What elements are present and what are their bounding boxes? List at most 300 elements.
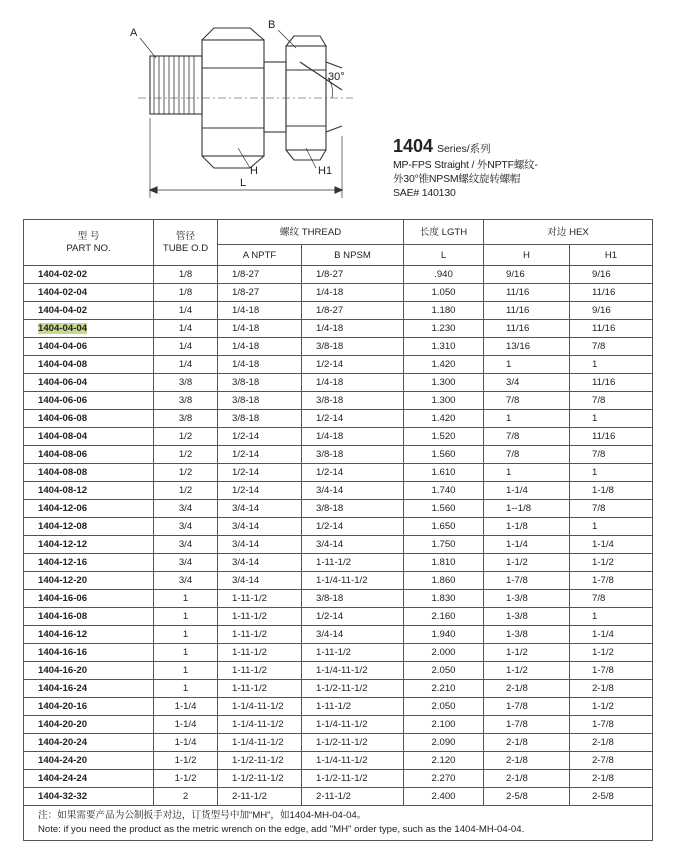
tube-od-cell: 1/4 bbox=[154, 338, 218, 356]
thread-a-cell: 1-1/4-11-1/2 bbox=[218, 716, 302, 734]
hex-h-cell: 1-1/2 bbox=[484, 644, 570, 662]
thread-b-cell: 1-1/2-11-1/2 bbox=[302, 734, 404, 752]
length-cell: 2.050 bbox=[404, 698, 484, 716]
table-row bbox=[24, 446, 653, 464]
tube-od-cell: 1/2 bbox=[154, 446, 218, 464]
thread-a-cell: 1-1/2-11-1/2 bbox=[218, 752, 302, 770]
table-row bbox=[24, 410, 653, 428]
thread-a-cell: 3/4-14 bbox=[218, 500, 302, 518]
series-desc-line1: MP-FPS Straight / 外NPTF螺纹- bbox=[393, 159, 538, 171]
tube-od-cell: 1/4 bbox=[154, 356, 218, 374]
hex-h-cell: 1-1/8 bbox=[484, 518, 570, 536]
part-number-text: 1404-08-08 bbox=[38, 467, 88, 478]
length-cell: 1.310 bbox=[404, 338, 484, 356]
part-number-text: 1404-08-06 bbox=[38, 449, 88, 460]
hex-h-cell: 1-7/8 bbox=[484, 716, 570, 734]
part-number-cell bbox=[24, 284, 154, 302]
thread-b-cell: 1/2-14 bbox=[302, 518, 404, 536]
header-length: 长度 LGTH bbox=[404, 220, 484, 245]
part-number-cell bbox=[24, 338, 154, 356]
tube-od-cell: 1/2 bbox=[154, 464, 218, 482]
tube-od-cell: 1 bbox=[154, 608, 218, 626]
thread-a-cell: 1/8-27 bbox=[218, 266, 302, 284]
part-number-cell bbox=[24, 464, 154, 482]
header-tube-en: TUBE O.D bbox=[162, 242, 209, 254]
length-cell: 1.810 bbox=[404, 554, 484, 572]
header-hex: 对边 HEX bbox=[484, 220, 653, 245]
thread-b-cell: 1/4-18 bbox=[302, 374, 404, 392]
table-row bbox=[24, 608, 653, 626]
tube-od-cell: 1/2 bbox=[154, 482, 218, 500]
length-cell: 2.120 bbox=[404, 752, 484, 770]
tube-od-cell: 1/8 bbox=[154, 284, 218, 302]
series-info bbox=[393, 138, 663, 200]
tube-od-cell: 1 bbox=[154, 590, 218, 608]
length-cell: 1.560 bbox=[404, 446, 484, 464]
table-row bbox=[24, 734, 653, 752]
thread-b-cell: 1-1/4-11-1/2 bbox=[302, 662, 404, 680]
thread-b-cell: 3/4-14 bbox=[302, 536, 404, 554]
part-number-text: 1404-04-06 bbox=[38, 341, 88, 352]
thread-b-cell: 3/4-14 bbox=[302, 482, 404, 500]
thread-a-cell: 1-1/4-11-1/2 bbox=[218, 734, 302, 752]
hex-h1-cell: 1 bbox=[570, 464, 653, 482]
hex-h-cell: 1 bbox=[484, 356, 570, 374]
table-row bbox=[24, 482, 653, 500]
header-b-npsm: B NPSM bbox=[302, 245, 404, 266]
table-row bbox=[24, 320, 653, 338]
part-number-cell bbox=[24, 374, 154, 392]
fitting-drawing bbox=[128, 18, 368, 203]
length-cell: 1.560 bbox=[404, 500, 484, 518]
length-cell: 2.400 bbox=[404, 788, 484, 806]
table-row bbox=[24, 752, 653, 770]
thread-a-cell: 1/4-18 bbox=[218, 302, 302, 320]
part-number-cell bbox=[24, 788, 154, 806]
thread-b-cell: 1/2-14 bbox=[302, 410, 404, 428]
hex-h1-cell: 9/16 bbox=[570, 302, 653, 320]
part-number-cell bbox=[24, 680, 154, 698]
header-thread: 螺纹 THREAD bbox=[218, 220, 404, 245]
header-h: H bbox=[484, 245, 570, 266]
part-number-text: 1404-12-12 bbox=[38, 539, 88, 550]
header-tube bbox=[154, 220, 218, 266]
table-row bbox=[24, 716, 653, 734]
tube-od-cell: 3/4 bbox=[154, 536, 218, 554]
length-cell: 1.830 bbox=[404, 590, 484, 608]
thread-b-cell: 1-1/4-11-1/2 bbox=[302, 572, 404, 590]
part-number-text: 1404-08-04 bbox=[38, 431, 88, 442]
part-number-text: 1404-06-04 bbox=[38, 377, 88, 388]
part-number-cell bbox=[24, 572, 154, 590]
part-number-text: 1404-20-20 bbox=[38, 719, 88, 730]
part-number-cell bbox=[24, 266, 154, 284]
hex-h-cell: 13/16 bbox=[484, 338, 570, 356]
header-part-en: PART NO. bbox=[66, 242, 111, 254]
hex-h-cell: 1-7/8 bbox=[484, 698, 570, 716]
thread-a-cell: 1/2-14 bbox=[218, 482, 302, 500]
length-cell: 1.050 bbox=[404, 284, 484, 302]
table-row bbox=[24, 554, 653, 572]
length-cell: 2.270 bbox=[404, 770, 484, 788]
hex-h-cell: 1-1/2 bbox=[484, 554, 570, 572]
hex-h1-cell: 2-1/8 bbox=[570, 734, 653, 752]
tube-od-cell: 1/8 bbox=[154, 266, 218, 284]
table-row bbox=[24, 266, 653, 284]
hex-h1-cell: 2-1/8 bbox=[570, 770, 653, 788]
part-number-cell bbox=[24, 716, 154, 734]
thread-b-cell: 3/8-18 bbox=[302, 338, 404, 356]
length-cell: 1.420 bbox=[404, 410, 484, 428]
thread-b-cell: 3/8-18 bbox=[302, 500, 404, 518]
thread-b-cell: 1-11-1/2 bbox=[302, 644, 404, 662]
part-number-text: 1404-20-24 bbox=[38, 737, 88, 748]
thread-a-cell: 1/2-14 bbox=[218, 446, 302, 464]
thread-b-cell: 1/4-18 bbox=[302, 428, 404, 446]
length-cell: 2.210 bbox=[404, 680, 484, 698]
part-number-text: 1404-08-12 bbox=[38, 485, 88, 496]
hex-h-cell: 2-5/8 bbox=[484, 788, 570, 806]
tube-od-cell: 3/4 bbox=[154, 572, 218, 590]
hex-h1-cell: 1-1/2 bbox=[570, 554, 653, 572]
hex-h-cell: 2-1/8 bbox=[484, 734, 570, 752]
thread-b-cell: 1-11-1/2 bbox=[302, 698, 404, 716]
thread-a-cell: 1-11-1/2 bbox=[218, 680, 302, 698]
thread-b-cell: 3/8-18 bbox=[302, 446, 404, 464]
part-number-text: 1404-16-24 bbox=[38, 683, 88, 694]
series-number: 1404 bbox=[393, 136, 434, 156]
part-number-cell bbox=[24, 482, 154, 500]
table-row bbox=[24, 356, 653, 374]
part-number-cell bbox=[24, 446, 154, 464]
table-row bbox=[24, 500, 653, 518]
thread-b-cell: 3/8-18 bbox=[302, 392, 404, 410]
thread-b-cell: 1-1/2-11-1/2 bbox=[302, 770, 404, 788]
hex-h-cell: 11/16 bbox=[484, 284, 570, 302]
part-number-cell bbox=[24, 662, 154, 680]
table-row bbox=[24, 662, 653, 680]
length-cell: 1.650 bbox=[404, 518, 484, 536]
length-cell: 1.610 bbox=[404, 464, 484, 482]
tube-od-cell: 3/8 bbox=[154, 392, 218, 410]
part-number-cell bbox=[24, 698, 154, 716]
thread-a-cell: 1-11-1/2 bbox=[218, 644, 302, 662]
part-number-cell bbox=[24, 518, 154, 536]
note-cn: 注：如果需要产品为公制扳手对边，订货型号中加“MH”，如1404-MH-04-04。 bbox=[38, 810, 367, 821]
hex-h-cell: 1-1/4 bbox=[484, 482, 570, 500]
part-number-text: 1404-12-06 bbox=[38, 503, 88, 514]
note-cell bbox=[24, 806, 653, 841]
tube-od-cell: 1/2 bbox=[154, 428, 218, 446]
part-number-cell bbox=[24, 626, 154, 644]
length-cell: .940 bbox=[404, 266, 484, 284]
thread-b-cell: 1/8-27 bbox=[302, 266, 404, 284]
length-cell: 1.420 bbox=[404, 356, 484, 374]
table-row bbox=[24, 464, 653, 482]
tube-od-cell: 3/8 bbox=[154, 410, 218, 428]
hex-h-cell: 1-7/8 bbox=[484, 572, 570, 590]
part-number-text: 1404-16-16 bbox=[38, 647, 88, 658]
length-cell: 1.300 bbox=[404, 374, 484, 392]
label-h1: H1 bbox=[318, 165, 333, 177]
hex-h-cell: 1-1/4 bbox=[484, 536, 570, 554]
thread-b-cell: 1/2-14 bbox=[302, 356, 404, 374]
thread-a-cell: 1/2-14 bbox=[218, 428, 302, 446]
length-cell: 1.860 bbox=[404, 572, 484, 590]
series-sae: SAE# 140130 bbox=[393, 187, 456, 199]
hex-h-cell: 9/16 bbox=[484, 266, 570, 284]
spec-table bbox=[23, 219, 653, 841]
length-cell: 1.230 bbox=[404, 320, 484, 338]
part-number-text: 1404-06-06 bbox=[38, 395, 88, 406]
hex-h1-cell: 2-5/8 bbox=[570, 788, 653, 806]
hex-h1-cell: 1 bbox=[570, 608, 653, 626]
hex-h-cell: 11/16 bbox=[484, 302, 570, 320]
hex-h1-cell: 1-1/4 bbox=[570, 536, 653, 554]
thread-b-cell: 1-11-1/2 bbox=[302, 554, 404, 572]
thread-a-cell: 1-11-1/2 bbox=[218, 662, 302, 680]
part-number-cell bbox=[24, 320, 154, 338]
hex-h-cell: 1 bbox=[484, 410, 570, 428]
thread-a-cell: 3/4-14 bbox=[218, 554, 302, 572]
thread-b-cell: 3/8-18 bbox=[302, 590, 404, 608]
hex-h1-cell: 1 bbox=[570, 410, 653, 428]
length-cell: 1.750 bbox=[404, 536, 484, 554]
hex-h-cell: 2-1/8 bbox=[484, 752, 570, 770]
thread-b-cell: 2-11-1/2 bbox=[302, 788, 404, 806]
hex-h1-cell: 1-1/8 bbox=[570, 482, 653, 500]
thread-a-cell: 1-11-1/2 bbox=[218, 608, 302, 626]
thread-a-cell: 1-1/4-11-1/2 bbox=[218, 698, 302, 716]
part-number-cell bbox=[24, 536, 154, 554]
table-row bbox=[24, 572, 653, 590]
tube-od-cell: 3/4 bbox=[154, 518, 218, 536]
tube-od-cell: 1/4 bbox=[154, 320, 218, 338]
label-angle: 30° bbox=[328, 71, 345, 83]
thread-b-cell: 1/4-18 bbox=[302, 320, 404, 338]
hex-h1-cell: 1-7/8 bbox=[570, 572, 653, 590]
hex-h1-cell: 1-1/2 bbox=[570, 644, 653, 662]
tube-od-cell: 1 bbox=[154, 662, 218, 680]
hex-h1-cell: 7/8 bbox=[570, 446, 653, 464]
hex-h1-cell: 1-1/2 bbox=[570, 698, 653, 716]
thread-a-cell: 2-11-1/2 bbox=[218, 788, 302, 806]
part-number-cell bbox=[24, 590, 154, 608]
length-cell: 2.050 bbox=[404, 662, 484, 680]
hex-h-cell: 1-1/2 bbox=[484, 662, 570, 680]
part-number-text: 1404-04-04 bbox=[38, 323, 88, 334]
part-number-text: 1404-06-08 bbox=[38, 413, 88, 424]
hex-h1-cell: 1-1/4 bbox=[570, 626, 653, 644]
series-title bbox=[393, 138, 663, 158]
hex-h1-cell: 7/8 bbox=[570, 500, 653, 518]
table-row bbox=[24, 788, 653, 806]
part-number-text: 1404-16-06 bbox=[38, 593, 88, 604]
thread-a-cell: 1-1/2-11-1/2 bbox=[218, 770, 302, 788]
table-row bbox=[24, 770, 653, 788]
part-number-text: 1404-02-04 bbox=[38, 287, 88, 298]
part-number-cell bbox=[24, 392, 154, 410]
part-number-cell bbox=[24, 644, 154, 662]
hex-h-cell: 7/8 bbox=[484, 428, 570, 446]
part-number-text: 1404-02-02 bbox=[38, 269, 88, 280]
label-l: L bbox=[240, 177, 247, 189]
thread-a-cell: 1/4-18 bbox=[218, 356, 302, 374]
length-cell: 2.100 bbox=[404, 716, 484, 734]
tube-od-cell: 1 bbox=[154, 626, 218, 644]
table-row bbox=[24, 518, 653, 536]
spec-table-body bbox=[24, 266, 653, 806]
part-number-cell bbox=[24, 356, 154, 374]
part-number-text: 1404-20-16 bbox=[38, 701, 88, 712]
tube-od-cell: 1-1/4 bbox=[154, 734, 218, 752]
thread-b-cell: 1-1/4-11-1/2 bbox=[302, 716, 404, 734]
part-number-text: 1404-12-20 bbox=[38, 575, 88, 586]
hex-h1-cell: 9/16 bbox=[570, 266, 653, 284]
label-h: H bbox=[250, 165, 258, 177]
note-en: Note: if you need the product as the metric wrench on the edge, add "MH" order type, such as the 1404-MH-04-04. bbox=[38, 824, 525, 835]
hex-h1-cell: 1 bbox=[570, 518, 653, 536]
part-number-text: 1404-24-24 bbox=[38, 773, 88, 784]
hex-h1-cell: 7/8 bbox=[570, 392, 653, 410]
hex-h-cell: 1-3/8 bbox=[484, 608, 570, 626]
table-row bbox=[24, 536, 653, 554]
tube-od-cell: 2 bbox=[154, 788, 218, 806]
hex-h-cell: 11/16 bbox=[484, 320, 570, 338]
thread-b-cell: 1/4-18 bbox=[302, 284, 404, 302]
part-number-cell bbox=[24, 500, 154, 518]
tube-od-cell: 1-1/4 bbox=[154, 698, 218, 716]
tube-od-cell: 3/4 bbox=[154, 554, 218, 572]
hex-h-cell: 7/8 bbox=[484, 446, 570, 464]
hex-h-cell: 1 bbox=[484, 464, 570, 482]
hex-h1-cell: 7/8 bbox=[570, 338, 653, 356]
thread-b-cell: 1/2-14 bbox=[302, 608, 404, 626]
table-row bbox=[24, 590, 653, 608]
header-tube-cn: 管径 bbox=[175, 230, 196, 242]
length-cell: 2.090 bbox=[404, 734, 484, 752]
thread-b-cell: 1/2-14 bbox=[302, 464, 404, 482]
header-a-nptf: A NPTF bbox=[218, 245, 302, 266]
hex-h-cell: 1-3/8 bbox=[484, 590, 570, 608]
hex-h1-cell: 11/16 bbox=[570, 374, 653, 392]
table-row bbox=[24, 644, 653, 662]
tube-od-cell: 1-1/4 bbox=[154, 716, 218, 734]
hex-h-cell: 1-3/8 bbox=[484, 626, 570, 644]
table-row bbox=[24, 626, 653, 644]
thread-a-cell: 1-11-1/2 bbox=[218, 626, 302, 644]
part-number-text: 1404-12-08 bbox=[38, 521, 88, 532]
table-row bbox=[24, 680, 653, 698]
hex-h-cell: 2-1/8 bbox=[484, 680, 570, 698]
tube-od-cell: 1-1/2 bbox=[154, 752, 218, 770]
part-number-cell bbox=[24, 608, 154, 626]
thread-b-cell: 3/4-14 bbox=[302, 626, 404, 644]
part-number-text: 1404-16-20 bbox=[38, 665, 88, 676]
label-a: A bbox=[130, 27, 138, 39]
table-row bbox=[24, 392, 653, 410]
part-number-cell bbox=[24, 554, 154, 572]
tube-od-cell: 1 bbox=[154, 644, 218, 662]
table-row bbox=[24, 338, 653, 356]
length-cell: 2.160 bbox=[404, 608, 484, 626]
thread-a-cell: 3/4-14 bbox=[218, 536, 302, 554]
thread-a-cell: 1-11-1/2 bbox=[218, 590, 302, 608]
table-row bbox=[24, 302, 653, 320]
header-part bbox=[24, 220, 154, 266]
hex-h1-cell: 2-1/8 bbox=[570, 680, 653, 698]
thread-a-cell: 3/8-18 bbox=[218, 392, 302, 410]
part-number-cell bbox=[24, 752, 154, 770]
part-number-text: 1404-16-08 bbox=[38, 611, 88, 622]
length-cell: 1.180 bbox=[404, 302, 484, 320]
series-suffix: Series/系列 bbox=[436, 143, 491, 155]
hex-h1-cell: 11/16 bbox=[570, 320, 653, 338]
tube-od-cell: 1/4 bbox=[154, 302, 218, 320]
hex-h-cell: 7/8 bbox=[484, 392, 570, 410]
hex-h1-cell: 1 bbox=[570, 356, 653, 374]
hex-h1-cell: 11/16 bbox=[570, 284, 653, 302]
thread-a-cell: 3/8-18 bbox=[218, 410, 302, 428]
part-number-cell bbox=[24, 428, 154, 446]
part-number-text: 1404-24-20 bbox=[38, 755, 88, 766]
thread-a-cell: 1/8-27 bbox=[218, 284, 302, 302]
label-b: B bbox=[268, 19, 276, 31]
part-number-text: 1404-04-08 bbox=[38, 359, 88, 370]
length-cell: 1.740 bbox=[404, 482, 484, 500]
part-number-text: 1404-16-12 bbox=[38, 629, 88, 640]
table-row bbox=[24, 374, 653, 392]
length-cell: 1.940 bbox=[404, 626, 484, 644]
thread-a-cell: 1/4-18 bbox=[218, 320, 302, 338]
length-cell: 2.000 bbox=[404, 644, 484, 662]
tube-od-cell: 3/4 bbox=[154, 500, 218, 518]
table-row bbox=[24, 428, 653, 446]
length-cell: 1.520 bbox=[404, 428, 484, 446]
header-part-cn: 型 号 bbox=[77, 230, 100, 242]
tube-od-cell: 1 bbox=[154, 680, 218, 698]
hex-h-cell: 3/4 bbox=[484, 374, 570, 392]
series-desc-line2: 外30°锥NPSM螺纹旋转螺帽 bbox=[393, 173, 521, 185]
header-h1: H1 bbox=[570, 245, 653, 266]
hex-h-cell: 2-1/8 bbox=[484, 770, 570, 788]
part-number-cell bbox=[24, 734, 154, 752]
hex-h-cell: 1--1/8 bbox=[484, 500, 570, 518]
part-number-text: 1404-32-32 bbox=[38, 791, 88, 802]
tube-od-cell: 3/8 bbox=[154, 374, 218, 392]
thread-a-cell: 1/2-14 bbox=[218, 464, 302, 482]
hex-h1-cell: 7/8 bbox=[570, 590, 653, 608]
part-number-text: 1404-04-02 bbox=[38, 305, 88, 316]
thread-b-cell: 1-1/2-11-1/2 bbox=[302, 680, 404, 698]
thread-a-cell: 3/8-18 bbox=[218, 374, 302, 392]
hex-h1-cell: 1-7/8 bbox=[570, 716, 653, 734]
part-number-cell bbox=[24, 770, 154, 788]
table-row bbox=[24, 698, 653, 716]
length-cell: 1.300 bbox=[404, 392, 484, 410]
table-row bbox=[24, 284, 653, 302]
hex-h1-cell: 1-7/8 bbox=[570, 662, 653, 680]
part-number-cell bbox=[24, 302, 154, 320]
thread-b-cell: 1/8-27 bbox=[302, 302, 404, 320]
hex-h1-cell: 11/16 bbox=[570, 428, 653, 446]
tube-od-cell: 1-1/2 bbox=[154, 770, 218, 788]
hex-h1-cell: 2-7/8 bbox=[570, 752, 653, 770]
thread-b-cell: 1-1/4-11-1/2 bbox=[302, 752, 404, 770]
thread-a-cell: 3/4-14 bbox=[218, 572, 302, 590]
header-l: L bbox=[404, 245, 484, 266]
part-number-cell bbox=[24, 410, 154, 428]
